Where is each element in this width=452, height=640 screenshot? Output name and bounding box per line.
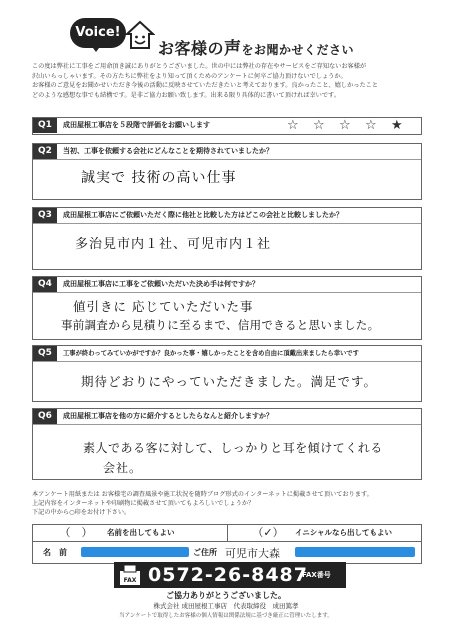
question-6-block bbox=[32, 408, 422, 480]
rating-star-2[interactable]: ☆ bbox=[313, 118, 325, 133]
question-number: Q4 bbox=[33, 277, 57, 292]
question-text: 当初、工事を依頼する会社にどんなことを期待されていましたか？ bbox=[63, 147, 273, 155]
question-text: 成田屋根工事店を５段階で評価をお願いします bbox=[63, 121, 210, 129]
answer-text[interactable]: 誠実で 技術の高い仕事 bbox=[81, 170, 237, 186]
name-label: 名 前 bbox=[43, 548, 67, 557]
rating-star-1[interactable]: ☆ bbox=[287, 118, 299, 133]
answer-text[interactable]: 期待どおりにやっていただきました。満足です。 bbox=[81, 374, 378, 389]
intro-line: お客様のご意見をお聞かせいただき今後の活動に反映させていただきたいと考えております。良かったこと、嬉しかったこと bbox=[32, 82, 379, 89]
rating-star-3[interactable]: ☆ bbox=[339, 118, 351, 133]
question-number: Q3 bbox=[33, 208, 57, 223]
address-value[interactable]: 可児市大森 bbox=[225, 547, 280, 560]
title-big: 声 bbox=[224, 39, 242, 59]
title-part2: をお聞かせください bbox=[241, 43, 355, 57]
question-text: 工事が終わってみていかがですか？良かった事・嬉しかったことを含め自由に頂戴出来ましたら幸いです bbox=[63, 350, 359, 357]
question-header bbox=[33, 118, 421, 134]
question-2-block bbox=[32, 143, 422, 200]
question-text: 成田屋根工事店に工事をご依頼いただいた決め手は何ですか？ bbox=[63, 280, 259, 288]
question-number: Q6 bbox=[33, 409, 57, 424]
answer-text-line-1[interactable]: 素人である客に対して、しっかりと耳を傾けてくれる bbox=[83, 441, 383, 455]
fax-icon-label: FAX bbox=[123, 577, 137, 584]
question-number: Q1 bbox=[33, 118, 57, 133]
initial-permission-checkbox[interactable]: （✓） bbox=[252, 526, 284, 539]
question-1-block bbox=[32, 117, 422, 135]
intro-line: どのような感想な事でも結構です。是非ご協力お願い致します。出来る限り具体的に書いて頂ければ幸いです。 bbox=[32, 91, 340, 99]
redacted-address bbox=[295, 547, 415, 557]
fax-number: 0572-26-8487 bbox=[148, 564, 308, 586]
privacy-note: 当アンケートで取得したお客様の個人情報は関係法規に基づき厳正に管理いたします。 bbox=[119, 613, 333, 619]
question-header bbox=[33, 144, 421, 160]
name-address-row bbox=[32, 542, 422, 564]
name-permission-checkbox[interactable]: （ ） bbox=[59, 526, 93, 539]
intro-text bbox=[32, 62, 424, 100]
permission-row bbox=[32, 524, 422, 542]
answer-text-line-2[interactable]: 会社。 bbox=[103, 461, 143, 475]
redacted-name bbox=[81, 547, 189, 557]
question-4-block bbox=[32, 276, 422, 340]
footnote-line: 本アンケート用紙または お客様宅の調査風景や施工状況を随時ブログ形式のインターネットに掲載させて頂いております。 bbox=[32, 491, 373, 498]
question-header bbox=[33, 409, 421, 425]
question-number: Q5 bbox=[33, 346, 57, 361]
voice-badge: Voice! bbox=[70, 18, 126, 48]
question-number: Q2 bbox=[33, 144, 57, 159]
intro-line: この度は弊社に工事をご用命頂き誠にありがとうございました。世の中には弊社の存在やサービスをご存知ないお客様が bbox=[32, 63, 367, 70]
company-name: 株式会社 成田屋根工事店 代表取締役 成田篤孝 bbox=[153, 602, 299, 610]
question-header bbox=[33, 208, 421, 224]
question-5-block bbox=[32, 345, 422, 402]
question-header bbox=[33, 346, 421, 362]
question-text: 成田屋根工事店にご依頼いただく際に他社と比較した方はどこの会社と比較しましたか？ bbox=[63, 211, 343, 219]
address-label: ご住所 bbox=[193, 548, 217, 557]
answer-text-line-2[interactable]: 事前調査から見積りに至るまで、信用できると思いました。 bbox=[61, 318, 380, 332]
question-text: 成田屋根工事店を他の方に紹介するとしたらなんと紹介しますか？ bbox=[63, 412, 273, 420]
footnote-line: 下記の中から○印をお付け下さい。 bbox=[32, 509, 131, 516]
footnote-block bbox=[32, 490, 424, 517]
initial-permission-label: イニシャルなら出してもよい bbox=[295, 528, 393, 537]
question-header bbox=[33, 277, 421, 293]
rating-star-5[interactable]: ★ bbox=[391, 118, 403, 133]
answer-text[interactable]: 多治見市内１社、可児市内１社 bbox=[75, 237, 272, 252]
fax-number-tag: FAX番号 bbox=[302, 571, 331, 579]
question-3-block bbox=[32, 207, 422, 270]
page-title bbox=[158, 34, 354, 59]
name-permission-label: 名前を出してもよい bbox=[107, 528, 175, 537]
rating-star-4[interactable]: ☆ bbox=[365, 118, 377, 133]
answer-text-line-1[interactable]: 値引きに 応じていただいた事 bbox=[73, 299, 254, 314]
house-smile-icon bbox=[125, 20, 155, 50]
title-part1: お客様の bbox=[158, 39, 225, 58]
footnote-line: 上記内容をインターネットや印刷物に掲載させて頂いてもよろしいでしょうか？ bbox=[32, 500, 255, 507]
thanks-text: ご協力ありがとうございました。 bbox=[166, 591, 286, 600]
fax-machine-icon bbox=[118, 563, 142, 587]
intro-line: 沢山いらっしゃいます。その方たちに弊社をより知って頂くためのアンケートに何卒ご協力頂けないでしょうか。 bbox=[32, 72, 347, 80]
voice-badge-tail bbox=[90, 44, 102, 52]
divider bbox=[227, 525, 228, 541]
check-mark-icon: ✓ bbox=[263, 526, 273, 539]
